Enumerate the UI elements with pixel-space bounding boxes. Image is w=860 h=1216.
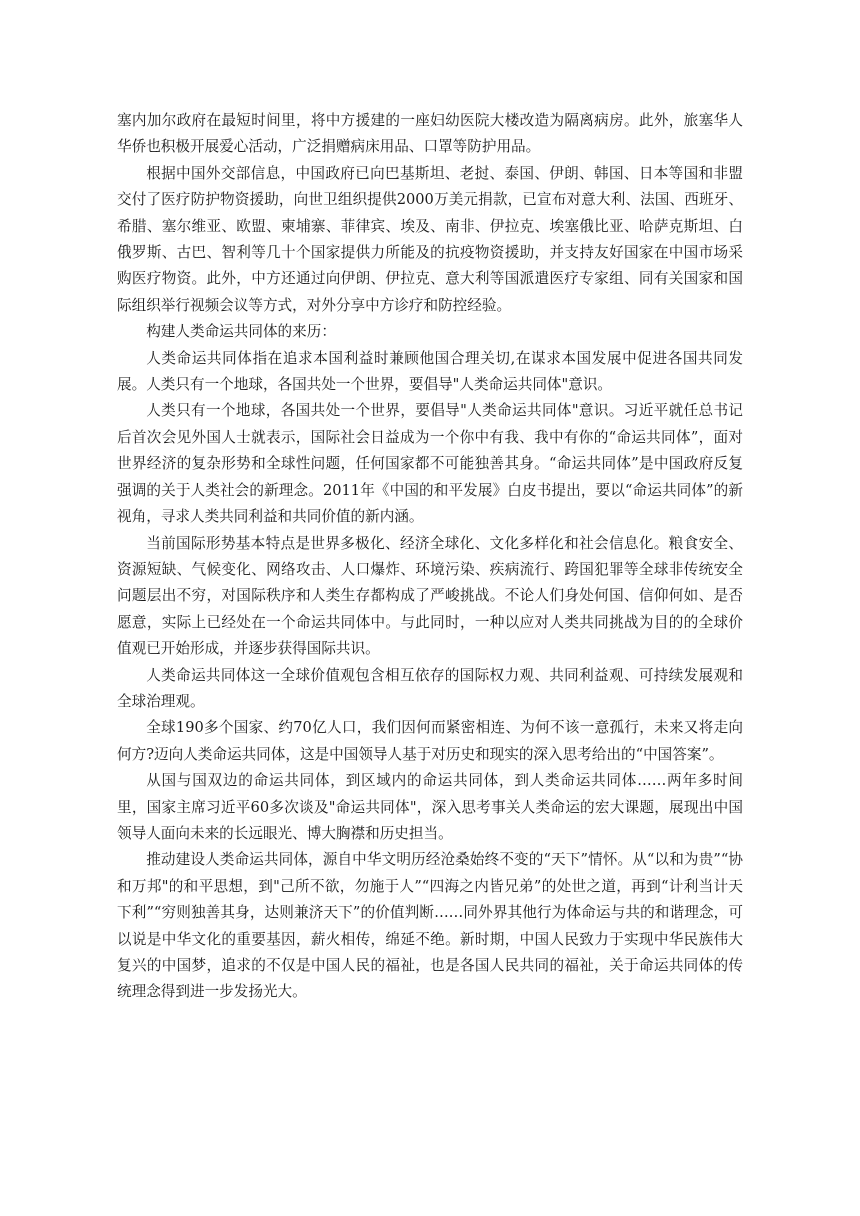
paragraph-3: 人类命运共同体指在追求本国利益时兼顾他国合理关切,在谋求本国发展中促进各国共同发展。人类只有一个地球，各国共处一个世界，要倡导"人类命运共同体"意识。 [117,349,743,394]
document-body [117,108,743,1006]
paragraph-1: 塞内加尔政府在最短时间里，将中方援建的一座妇幼医院大楼改造为隔离病房。此外，旅塞华人华侨也积极开展爱心活动，广泛捐赠病床用品、口罩等防护用品。 [117,112,743,156]
paragraph-7: 全球190多个国家、约70亿人口，我们因何而紧密相连、为何不该一意孤行，未来又将走向何方?迈向人类命运共同体，这是中国领导人基于对历史和现实的深入思考给出的“中国答案”。 [117,719,743,763]
paragraph-2: 根据中国外交部信息，中国政府已向巴基斯坦、老挝、泰国、伊朗、韩国、日本等国和非盟交付了医疗防护物资援助，向世卫组织提供2000万美元捐款，已宣布对意大利、法国、西班牙、希腊、塞尔维亚、欧盟、柬埔寨、菲律宾、埃及、南非、伊拉克、埃塞俄比亚、哈萨克斯坦、白俄罗斯、古巴、智利等几十个国家提供力所能及的抗疫物资援助，并支持友好国家在中国市场采购医疗物资。此外，中方还通过向伊朗、伊拉克、意大利等国派遣医疗专家组、同有关国家和国际组织举行视频会议等方式，对外分享中方诊疗和防控经验。 [117,164,743,314]
paragraph-8: 从国与国双边的命运共同体，到区域内的命运共同体，到人类命运共同体……两年多时间里，国家主席习近平60多次谈及"命运共同体"，深入思考事关人类命运的宏大课题，展现出中国领导人面向未来的长远眼光、博大胸襟和历史担当。 [117,772,743,842]
section-heading: 构建人类命运共同体的来历： [146,323,336,341]
paragraph-5: 当前国际形势基本特点是世界多极化、经济全球化、文化多样化和社会信息化。粮食安全、资源短缺、气候变化、网络攻击、人口爆炸、环境污染、疾病流行、跨国犯罪等全球非传统安全问题层出不穷，对国际秩序和人类生存都构成了严峻挑战。不论人们身处何国、信仰何如、是否愿意，实际上已经处在一个命运共同体中。与此同时，一种以应对人类共同挑战为目的的全球价值观已开始形成，并逐步获得国际共识。 [117,534,743,658]
paragraph-4: 人类只有一个地球，各国共处一个世界，要倡导"人类命运共同体"意识。习近平就任总书记后首次会见外国人士就表示，国际社会日益成为一个你中有我、我中有你的“命运共同体”，面对世界经济的复杂形势和全球性问题，任何国家都不可能独善其身。“命运共同体”是中国政府反复强调的关于人类社会的新理念。2011年《中国的和平发展》白皮书提出，要以“命运共同体”的新视角，寻求人类共同利益和共同价值的新内涵。 [117,402,743,526]
paragraph-6: 人类命运共同体这一全球价值观包含相互依存的国际权力观、共同利益观、可持续发展观和全球治理观。 [117,666,743,710]
paragraph-9: 推动建设人类命运共同体，源自中华文明历经沧桑始终不变的“天下”情怀。从“以和为贵”“协和万邦"的和平思想，到"己所不欲，勿施于人”“四海之内皆兄弟”的处世之道，再到“计利当计天下利”“穷则独善其身，达则兼济天下”的价值判断……同外界其他行为体命运与共的和谐理念，可以说是中华文化的重要基因，薪火相传，绵延不绝。新时期，中国人民致力于实现中华民族伟大复兴的中国梦，追求的不仅是中国人民的福祉，也是各国人民共同的福祉，关于命运共同体的传统理念得到进一步发扬光大。 [117,851,743,1001]
